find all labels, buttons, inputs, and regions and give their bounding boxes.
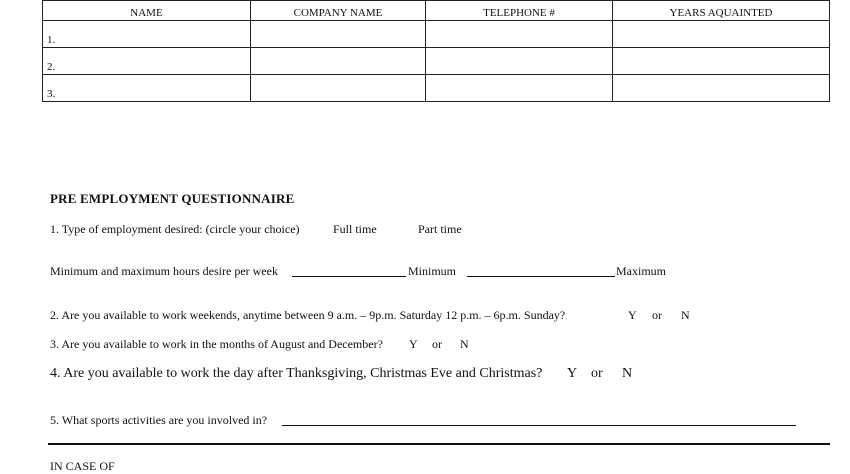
reference-telephone-cell[interactable] <box>426 48 613 75</box>
header-telephone: TELEPHONE # <box>426 1 613 21</box>
reference-name-cell[interactable]: 3. <box>43 75 251 102</box>
header-name: NAME <box>43 1 251 21</box>
reference-company-cell[interactable] <box>251 21 426 48</box>
question-4-text: 4. Are you available to work the day after Thanksgiving, Christmas Eve and Christmas? <box>50 366 543 381</box>
reference-years-cell[interactable] <box>613 48 830 75</box>
question-3-text: 3. Are you available to work in the months of August and December? <box>50 337 383 351</box>
reference-name-cell[interactable]: 2. <box>43 48 251 75</box>
section-title: PRE EMPLOYMENT QUESTIONNAIRE <box>50 191 295 206</box>
question-4-no[interactable]: N <box>622 366 633 381</box>
table-row <box>43 75 830 102</box>
header-years-acquainted: YEARS AQUAINTED <box>613 1 830 21</box>
question-3-yes[interactable]: Y <box>409 337 418 351</box>
question-2-or: or <box>652 308 662 322</box>
in-case-of-heading: IN CASE OF <box>50 459 115 473</box>
hours-question-text: Minimum and maximum hours desire per week <box>50 264 278 278</box>
reference-company-cell[interactable] <box>251 48 426 75</box>
question-4-or: or <box>591 366 603 381</box>
references-header-row <box>43 1 830 21</box>
question-1-text: 1. Type of employment desired: (circle your choice) <box>50 222 300 236</box>
question-5-text: 5. What sports activities are you involved in? <box>50 413 268 427</box>
question-3-no[interactable]: N <box>460 337 469 351</box>
question-2-yes[interactable]: Y <box>628 308 637 322</box>
reference-company-cell[interactable] <box>251 75 426 102</box>
reference-telephone-cell[interactable] <box>426 75 613 102</box>
full-time-option[interactable]: Full time <box>333 222 377 236</box>
reference-name-cell[interactable]: 1. <box>43 21 251 48</box>
reference-telephone-cell[interactable] <box>426 21 613 48</box>
reference-years-cell[interactable] <box>613 75 830 102</box>
question-4-yes[interactable]: Y <box>567 366 578 381</box>
table-row <box>43 48 830 75</box>
table-row <box>43 21 830 48</box>
maximum-hours-field[interactable] <box>467 264 615 277</box>
header-company-name: COMPANY NAME <box>251 1 426 21</box>
maximum-label: Maximum <box>616 264 666 278</box>
minimum-hours-field[interactable] <box>292 264 406 277</box>
section-divider <box>48 443 830 445</box>
part-time-option[interactable]: Part time <box>418 222 462 236</box>
minimum-label: Minimum <box>408 264 457 278</box>
sports-activities-field[interactable] <box>282 413 796 426</box>
reference-years-cell[interactable] <box>613 21 830 48</box>
references-table <box>42 0 830 102</box>
question-2-no[interactable]: N <box>681 308 690 322</box>
question-2-text: 2. Are you available to work weekends, anytime between 9 a.m. – 9p.m. Saturday 12 p.m. – 6p.m. Sunday? <box>50 308 566 322</box>
question-3-or: or <box>432 337 442 351</box>
